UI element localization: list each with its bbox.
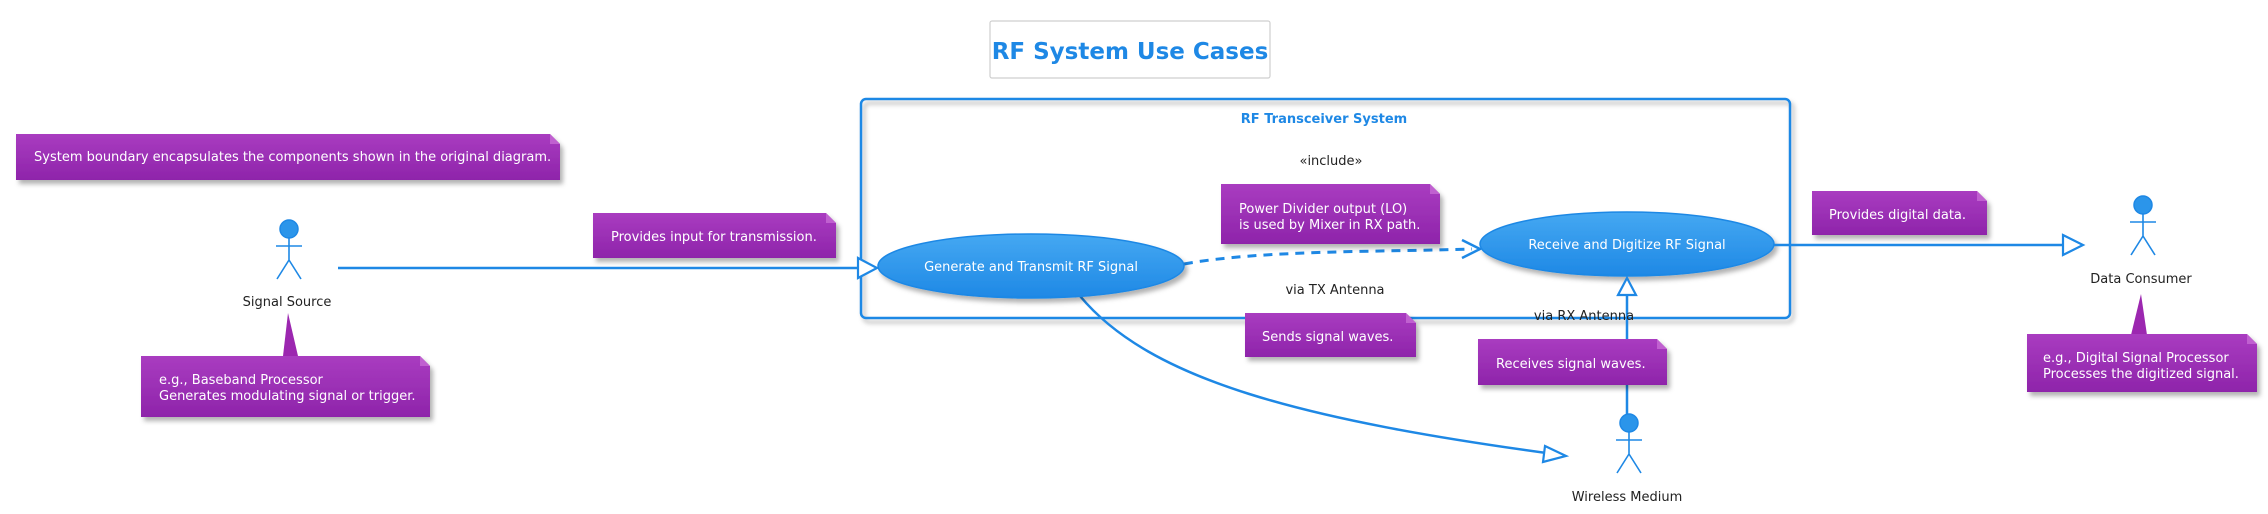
actor-data-consumer [2090,196,2192,287]
note-boundary-text: System boundary encapsulates the components shown in the original diagram. [34,150,552,165]
signal-source-actor-icon [276,220,302,279]
note-lo-text [1239,202,1420,233]
note-lo-line-2: is used by Mixer in RX path. [1239,218,1421,233]
use-case-receive-label: Receive and Digitize RF Signal [1528,238,1726,253]
note-lo [1221,184,1440,244]
edge-source-to-transmit [338,258,877,278]
data-consumer-label: Data Consumer [2090,272,2192,287]
note-boundary [16,134,560,180]
page-title: RF System Use Cases [991,39,1269,65]
actor-wireless-medium [1572,414,1683,505]
note-sends-waves [1245,313,1416,357]
note-provides-data [1812,191,1987,235]
include-stereotype-label: «include» [1299,154,1363,169]
system-boundary-label: RF Transceiver System [1240,112,1408,127]
edge-receive-to-consumer [1774,235,2083,255]
signal-source-label: Signal Source [242,295,332,310]
note-data-consumer-text [2043,351,2239,382]
note-data-consumer-line-1: e.g., Digital Signal Processor [2043,351,2229,366]
use-case-transmit-label: Generate and Transmit RF Signal [924,260,1138,275]
wireless-medium-actor-icon [1616,414,1642,473]
use-case-receive [1480,212,1774,276]
note-receives-waves-text: Receives signal waves. [1496,357,1646,372]
wireless-medium-label: Wireless Medium [1571,490,1683,505]
note-signal-source-line-1: e.g., Baseband Processor [159,373,323,388]
via-rx-antenna-label: via RX Antenna [1533,309,1635,324]
note-provides-input [593,213,836,258]
title-box [990,21,1270,78]
note-sends-waves-text: Sends signal waves. [1262,330,1394,345]
note-provides-data-text: Provides digital data. [1829,208,1967,223]
data-consumer-actor-icon [2130,196,2156,255]
note-lo-line-1: Power Divider output (LO) [1239,202,1408,217]
note-provides-input-text: Provides input for transmission. [611,230,817,245]
note-receives-waves [1478,339,1667,385]
note-data-consumer-line-2: Processes the digitized signal. [2043,367,2239,382]
note-data-consumer [2027,294,2257,392]
note-signal-source [141,313,430,417]
note-signal-source-line-2: Generates modulating signal or trigger. [159,389,416,404]
use-case-transmit [878,234,1184,298]
actor-signal-source [243,220,332,310]
via-tx-antenna-label: via TX Antenna [1285,283,1385,298]
